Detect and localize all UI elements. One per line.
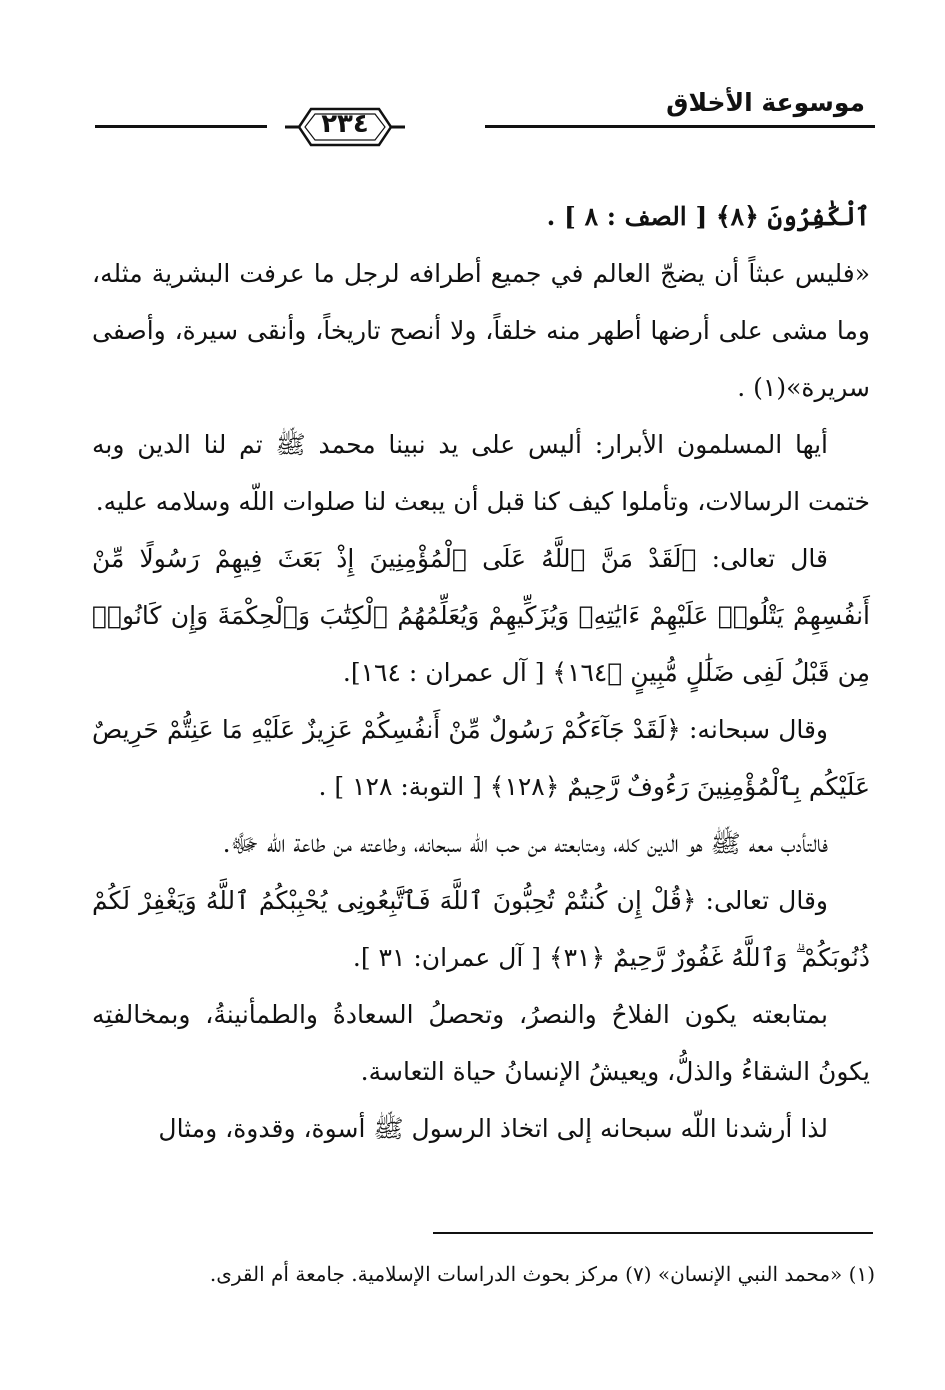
page-number: ٢٣٤ xyxy=(321,109,369,139)
paragraph-quote: «فليس عبثاً أن يضجّ العالم في جميع أطرافه لرجل ما عرفت البشرية مثله، وما مشى على أرضها أطهر منه خلقاً، ولا أنصح تاريخاً، وأنقى سيرة، وأصفى سريرة»(١) . xyxy=(92,259,870,402)
paragraph-verse-al-imran-31: وقال تعالى: ﴿قُلْ إِن كُنتُمْ تُحِبُّونَ ٱللَّهَ فَٱتَّبِعُونِى يُحْبِبْكُمُ ٱللَّهُ وَيَغْفِرْ لَكُمْ ذُنُوبَكُمْ ۗ وَٱللَّهُ غَفُورٌ رَّحِيمٌ ﴿٣١﴾ [ آل عمران: ٣١ ]. xyxy=(92,886,870,972)
paragraph-verse-tawba-128: وقال سبحانه: ﴿لَقَدْ جَآءَكُمْ رَسُولٌ مِّنْ أَنفُسِكُمْ عَزِيزٌ عَلَيْهِ مَا عَنِتُّمْ حَرِيصٌ عَلَيْكُم بِٱلْمُؤْمِنِينَ رَءُوفٌ رَّحِيمٌ ﴿١٢٨﴾ [ التوبة: ١٢٨ ] . xyxy=(92,715,870,801)
book-title: موسوعة الأخلاق xyxy=(666,88,865,117)
paragraph-guidance: لذا أرشدنا اللّه سبحانه إلى اتخاذ الرسول ﷺ أسوة، وقدوة، ومثال xyxy=(158,1114,828,1143)
page-header xyxy=(95,82,875,142)
footnote-separator xyxy=(433,1232,873,1234)
paragraph-verse-ending: ٱلْكَٰفِرُونَ ﴿٨﴾ [ الصف : ٨ ] . xyxy=(546,202,870,231)
header-rule-right xyxy=(485,125,875,128)
paragraph-following: بمتابعته يكون الفلاحُ والنصرُ، وتحصلُ السعادةُ والطمأنينةُ، وبمخالفتِه يكونُ الشقاءُ والذلُّ، ويعيشُ الإنسانُ حياة التعاسة. xyxy=(92,1000,870,1086)
page-number-ornament xyxy=(285,103,405,151)
paragraph-verse-al-imran-164: قال تعالى: ﴿لَقَدْ مَنَّ ٱللَّهُ عَلَى ٱلْمُؤْمِنِينَ إِذْ بَعَثَ فِيهِمْ رَسُولًا مِّنْ أَنفُسِهِمْ يَتْلُوا۟ عَلَيْهِمْ ءَايَٰتِهِۦ وَيُزَكِّيهِمْ وَيُعَلِّمُهُمُ ٱلْكِتَٰبَ وَٱلْحِكْمَةَ وَإِن كَانُوا۟ مِن قَبْلُ لَفِى ضَلَٰلٍ مُّبِينٍ ﴿١٦٤﴾ [ آل عمران : ١٦٤]. xyxy=(92,544,870,687)
page-body xyxy=(92,188,870,1157)
header-rule-left xyxy=(95,125,267,128)
paragraph-etiquette: فالتأدب معه ﷺ هو الدين كله، ومتابعته من حب اللّه سبحانه، وطاعته من طاعة اللّه ﷻ. xyxy=(222,829,828,858)
paragraph-address: أيها المسلمون الأبرار: أليس على يد نبينا محمد ﷺ تم لنا الدين وبه ختمت الرسالات، وتأملوا كيف كنا قبل أن يبعث لنا صلوات اللّه وسلامه عليه. xyxy=(92,430,870,516)
footnote: (١) «محمد النبي الإنسان» (٧) مركز بحوث الدراسات الإسلامية. جامعة أم القرى. xyxy=(209,1262,875,1286)
